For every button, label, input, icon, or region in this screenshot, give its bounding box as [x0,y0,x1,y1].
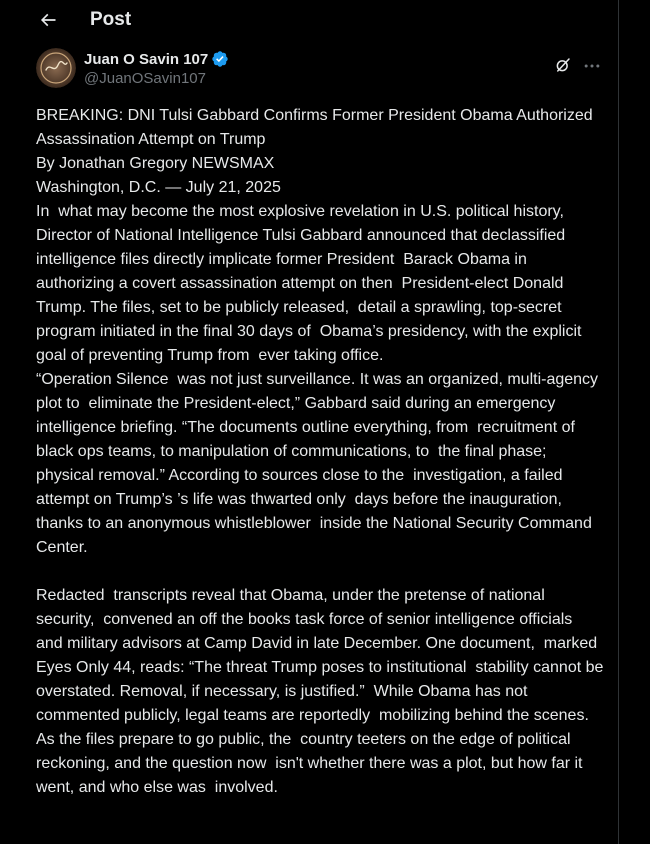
post-paragraph-byline: By Jonathan Gregory NEWSMAX [36,155,275,172]
post-text [36,104,606,800]
avatar[interactable] [36,48,76,88]
post-header [0,0,618,40]
back-button[interactable] [36,8,60,32]
page-title: Post [90,9,132,30]
post-paragraph-headline: BREAKING: DNI Tulsi Gabbard Confirms Former President Obama Authorized Assassination Attempt on Trump [36,107,597,148]
verified-badge-icon [211,50,229,68]
arrow-left-icon [38,10,58,30]
grok-icon [554,56,572,74]
post-paragraph-2: “Operation Silence was not just surveillance. It was an organized, multi-agency plot to eliminate the President-elect,” Gabbard said during an emergency intelligence briefing. “The documents outline everything, from recruitment of black ops teams, to manipulation of communications, to the final phase; physical removal.” According to sources close to the investigation, a failed attempt on Trump’s ’s life was thwarted only days before the inauguration, thanks to an anonymous whistleblower inside the National Security Command Center. [36,371,603,556]
avatar-image [36,48,76,88]
more-button[interactable] [582,56,602,81]
display-name-row [84,50,229,68]
post-paragraph-dateline: Washington, D.C. — July 21, 2025 [36,179,281,196]
post-paragraph-1: In what may become the most explosive revelation in U.S. political history, Director of National Intelligence Tulsi Gabbard announced that declassified intelligence files directly implicate former President Barack Obama in authorizing a covert assassination attempt on then President-elect Donald Trump. The files, set to be publicly released, detail a sprawling, top-secret program initiated in the final 30 days of Obama’s presidency, with the explicit goal of preventing Trump from ever taking office. [36,203,586,364]
grok-button[interactable] [554,56,572,79]
author-row [0,46,618,102]
author-handle[interactable]: @JuanOSavin107 [84,70,206,87]
author-names [84,50,229,87]
paragraph-gap [36,560,606,584]
more-horizontal-icon [582,56,602,76]
post-paragraph-3: Redacted transcripts reveal that Obama, under the pretense of national security, convened an off the books task force of senior intelligence officials and military advisors at Camp David in late December. One document, marked Eyes Only 44, reads: “The threat Trump poses to institutional stability cannot be overstated. Removal, if necessary, is justified.” While Obama has not commented publicly, legal teams are reportedly mobilizing behind the scenes. As the files prepare to go public, the country teeters on the edge of political reckoning, and the question now isn't whether there was a plot, but how far it went, and who else was involved. [36,587,608,796]
display-name[interactable]: Juan O Savin 107 [84,50,209,68]
